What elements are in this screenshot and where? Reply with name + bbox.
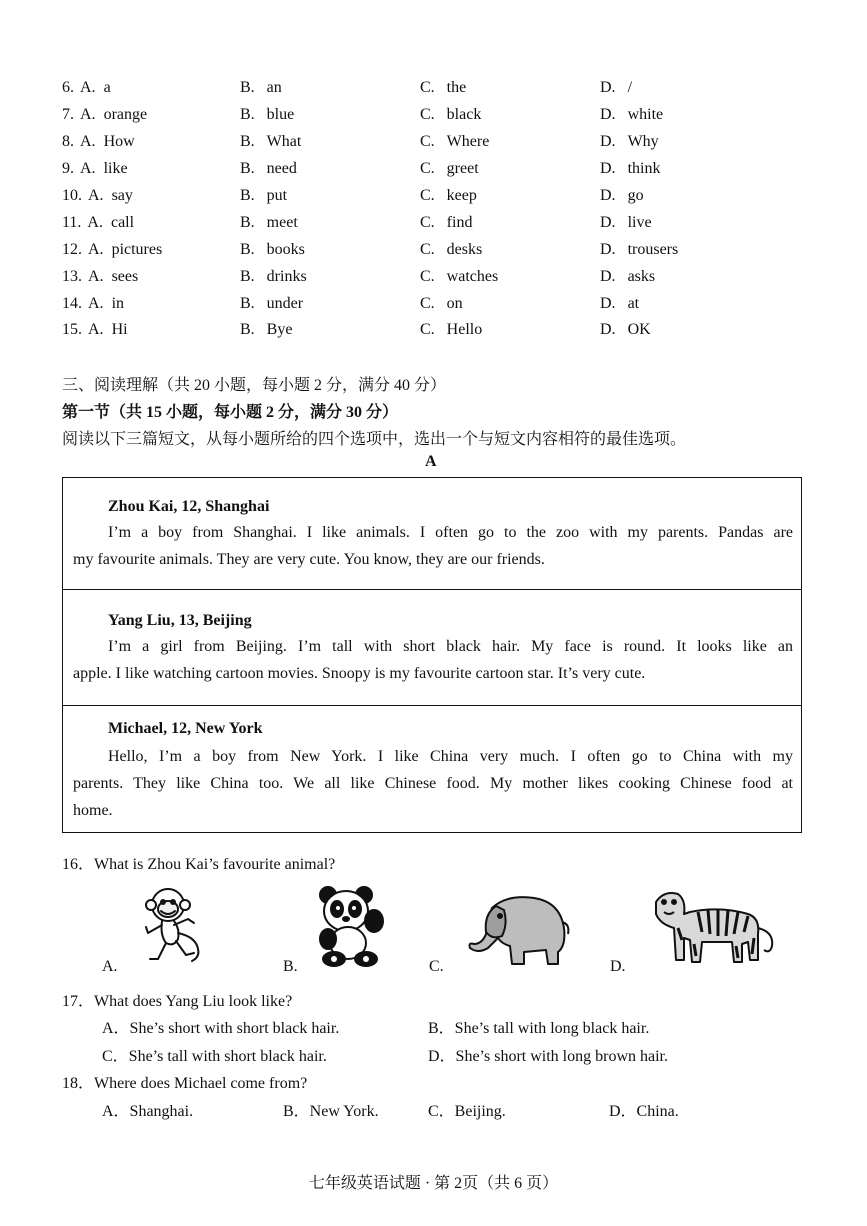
option-letter: C.	[420, 214, 435, 231]
cloze-option-c	[420, 321, 482, 339]
panda-icon	[316, 885, 388, 967]
passage-line: parents. They like China too. We all like Chinese food. My mother likes cooking Chinese food at	[73, 775, 793, 792]
question-18-stem: 18．Where does Michael come from?	[62, 1075, 308, 1092]
option-letter: A.	[80, 79, 96, 96]
option-text: pictures	[111, 241, 163, 258]
cloze-option-a	[62, 268, 138, 286]
q16-option-a-letter: A.	[102, 958, 118, 975]
option-text: meet	[266, 214, 298, 231]
option-letter: B.	[240, 79, 255, 96]
tiger-icon	[650, 888, 778, 968]
option-text: black	[446, 106, 482, 123]
cloze-option-b	[240, 268, 307, 286]
question-number: 10.	[62, 187, 82, 204]
option-text: /	[627, 79, 633, 96]
elephant-icon	[462, 888, 572, 968]
option-letter: B.	[240, 160, 255, 177]
cloze-option-b	[240, 79, 282, 97]
question-number: 12.	[62, 241, 82, 258]
cloze-row	[62, 268, 822, 294]
question-number: 14.	[62, 295, 82, 312]
cloze-row	[62, 133, 822, 159]
passage-line: apple. I like watching cartoon movies. Snoopy is my favourite cartoon star. It’s very cute.	[73, 665, 646, 682]
option-text: How	[103, 133, 135, 150]
option-text: OK	[627, 321, 651, 338]
cloze-row	[62, 241, 822, 267]
option-letter: D.	[600, 187, 616, 204]
option-letter: C.	[420, 187, 435, 204]
cloze-option-a	[62, 160, 128, 178]
cloze-option-c	[420, 295, 463, 313]
question-17-stem: 17．What does Yang Liu look like?	[62, 993, 293, 1010]
cloze-option-a	[62, 187, 133, 205]
passage-heading: Zhou Kai, 12, Shanghai	[108, 498, 270, 515]
cloze-option-b	[240, 214, 298, 232]
option-letter: A.	[87, 214, 103, 231]
monkey-icon	[138, 883, 208, 968]
option-letter: B.	[240, 295, 255, 312]
option-letter: D.	[600, 106, 616, 123]
cloze-option-a	[62, 295, 124, 313]
q17-option-c: C．She’s tall with short black hair.	[102, 1048, 327, 1065]
cloze-option-a	[62, 214, 134, 232]
option-text: need	[266, 160, 297, 177]
passage-line: home.	[73, 802, 113, 819]
option-letter: C.	[420, 79, 435, 96]
cloze-option-c	[420, 241, 482, 259]
option-letter: C.	[420, 106, 435, 123]
q16-option-d-letter: D.	[610, 958, 626, 975]
option-letter: B.	[240, 321, 255, 338]
option-text: like	[103, 160, 128, 177]
question-number: 9.	[62, 160, 74, 177]
cloze-option-b	[240, 133, 301, 151]
part-title: 第一节（共 15 小题，每小题 2 分，满分 30 分）	[62, 404, 399, 421]
option-text: Bye	[266, 321, 293, 338]
cloze-option-d	[600, 321, 651, 339]
cloze-option-d	[600, 133, 659, 151]
option-letter: A.	[80, 133, 96, 150]
cloze-option-c	[420, 214, 472, 232]
instruction: 阅读以下三篇短文，从每小题所给的四个选项中，选出一个与短文内容相符的最佳选项。	[62, 431, 687, 448]
option-text: call	[110, 214, 135, 231]
cloze-option-b	[240, 106, 294, 124]
option-letter: D.	[600, 268, 616, 285]
option-text: blue	[266, 106, 295, 123]
question-number: 6.	[62, 79, 74, 96]
cloze-option-d	[600, 79, 632, 97]
question-number: 15.	[62, 321, 82, 338]
option-text: white	[627, 106, 664, 123]
option-text: sees	[111, 268, 139, 285]
cloze-row	[62, 160, 822, 186]
cloze-option-b	[240, 321, 292, 339]
section-title: 三、阅读理解（共 20 小题，每小题 2 分，满分 40 分）	[62, 377, 447, 394]
question-number: 11.	[62, 214, 82, 231]
option-letter: D.	[600, 321, 616, 338]
passage-michael	[63, 705, 801, 833]
option-text: think	[627, 160, 661, 177]
cloze-option-b	[240, 295, 303, 313]
q18-option-d: D．China.	[609, 1103, 679, 1120]
option-letter: A.	[88, 241, 104, 258]
option-letter: B.	[240, 187, 255, 204]
option-letter: B.	[240, 268, 255, 285]
cloze-option-a	[62, 321, 128, 339]
option-text: drinks	[266, 268, 307, 285]
option-letter: B.	[240, 133, 255, 150]
cloze-option-c	[420, 133, 489, 151]
option-text: the	[446, 79, 467, 96]
cloze-option-d	[600, 268, 655, 286]
option-letter: D.	[600, 295, 616, 312]
option-text: in	[111, 295, 125, 312]
option-letter: C.	[420, 241, 435, 258]
cloze-option-d	[600, 106, 663, 124]
option-text: on	[446, 295, 463, 312]
q18-option-c: C．Beijing.	[428, 1103, 506, 1120]
option-text: an	[266, 79, 282, 96]
option-text: Hi	[111, 321, 128, 338]
option-text: Where	[446, 133, 490, 150]
cloze-row	[62, 187, 822, 213]
cloze-option-a	[62, 241, 162, 259]
cloze-option-a	[62, 133, 135, 151]
option-text: orange	[103, 106, 148, 123]
passage-line: I’m a girl from Beijing. I’m tall with short black hair. My face is round. It looks like an	[108, 638, 793, 655]
option-text: greet	[446, 160, 479, 177]
option-text: say	[111, 187, 133, 204]
question-number: 7.	[62, 106, 74, 123]
option-letter: C.	[420, 295, 435, 312]
option-text: keep	[446, 187, 477, 204]
option-text: What	[266, 133, 302, 150]
question-16-stem: 16．What is Zhou Kai’s favourite animal?	[62, 856, 336, 873]
option-text: trousers	[627, 241, 679, 258]
cloze-option-d	[600, 295, 639, 313]
option-text: a	[103, 79, 111, 96]
option-letter: B.	[240, 106, 255, 123]
question-number: 8.	[62, 133, 74, 150]
cloze-option-d	[600, 187, 644, 205]
option-letter: A.	[88, 187, 104, 204]
cloze-row	[62, 106, 822, 132]
option-text: at	[627, 295, 640, 312]
q18-option-b: B．New York.	[283, 1103, 379, 1120]
passage-label: A	[425, 453, 437, 470]
question-number: 13.	[62, 268, 82, 285]
option-text: go	[627, 187, 644, 204]
option-text: watches	[446, 268, 499, 285]
q17-option-a: A．She’s short with short black hair.	[102, 1020, 340, 1037]
q16-option-c-letter: C.	[429, 958, 444, 975]
cloze-option-c	[420, 79, 466, 97]
passage-line: I’m a boy from Shanghai. I like animals. I often go to the zoo with my parents. Pandas are	[108, 524, 793, 541]
option-text: put	[266, 187, 288, 204]
cloze-option-d	[600, 214, 652, 232]
q17-option-b: B．She’s tall with long black hair.	[428, 1020, 650, 1037]
option-letter: C.	[420, 160, 435, 177]
option-text: Why	[627, 133, 659, 150]
option-letter: D.	[600, 79, 616, 96]
option-text: under	[266, 295, 304, 312]
option-letter: C.	[420, 321, 435, 338]
option-text: asks	[627, 268, 656, 285]
option-letter: D.	[600, 160, 616, 177]
option-letter: A.	[80, 106, 96, 123]
option-text: desks	[446, 241, 483, 258]
cloze-row	[62, 214, 822, 240]
option-text: books	[266, 241, 305, 258]
cloze-option-b	[240, 160, 297, 178]
option-letter: A.	[88, 295, 104, 312]
option-letter: D.	[600, 214, 616, 231]
q18-option-a: A．Shanghai.	[102, 1103, 194, 1120]
option-letter: C.	[420, 268, 435, 285]
passage-zhou-kai	[63, 478, 801, 589]
option-text: Hello	[446, 321, 483, 338]
option-text: live	[627, 214, 652, 231]
passage-yang-liu	[63, 589, 801, 705]
cloze-option-b	[240, 241, 305, 259]
passage-line: my favourite animals. They are very cute. You know, they are our friends.	[73, 551, 545, 568]
passage-line: Hello, I’m a boy from New York. I like China very much. I often go to China with my	[108, 748, 793, 765]
option-letter: D.	[600, 241, 616, 258]
option-letter: D.	[600, 133, 616, 150]
passage-table	[62, 477, 802, 833]
cloze-option-b	[240, 187, 287, 205]
option-letter: A.	[88, 268, 104, 285]
cloze-option-a	[62, 79, 111, 97]
cloze-option-d	[600, 241, 678, 259]
cloze-option-c	[420, 187, 477, 205]
option-letter: A.	[80, 160, 96, 177]
passage-heading: Yang Liu, 13, Beijing	[108, 612, 252, 629]
cloze-row	[62, 321, 822, 347]
cloze-row	[62, 79, 822, 105]
cloze-option-d	[600, 160, 660, 178]
cloze-option-c	[420, 160, 479, 178]
cloze-row	[62, 295, 822, 321]
option-letter: B.	[240, 241, 255, 258]
cloze-option-c	[420, 268, 498, 286]
passage-heading: Michael, 12, New York	[108, 720, 263, 737]
option-letter: C.	[420, 133, 435, 150]
q17-option-d: D．She’s short with long brown hair.	[428, 1048, 668, 1065]
cloze-option-c	[420, 106, 481, 124]
option-text: find	[446, 214, 473, 231]
page-footer: 七年级英语试题 · 第 2页（共 6 页）	[308, 1175, 559, 1192]
option-letter: A.	[88, 321, 104, 338]
option-letter: B.	[240, 214, 255, 231]
q16-option-b-letter: B.	[283, 958, 298, 975]
cloze-option-a	[62, 106, 147, 124]
